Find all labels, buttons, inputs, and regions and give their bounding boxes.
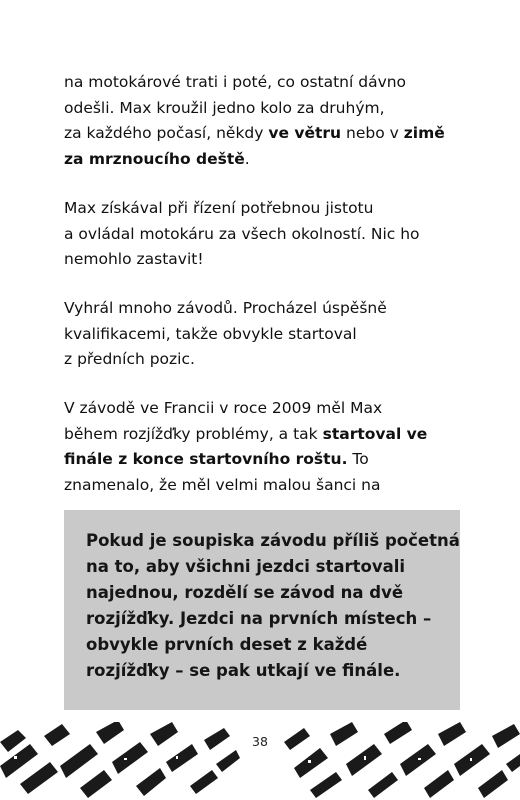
info-box-line: Pokud je soupiska závodu příliš početná [86, 531, 460, 550]
text-run: To [347, 450, 369, 468]
text-run: . [244, 149, 250, 168]
info-box-line: obvykle prvních deset z každé [86, 635, 368, 654]
text-line [64, 96, 445, 122]
text-line [64, 296, 387, 322]
text-run: nemohlo zastavit! [64, 250, 204, 268]
paragraph [64, 396, 427, 498]
text-run: během rozjížďky problémy, a tak [64, 424, 323, 443]
bold-text: startoval ve [322, 424, 428, 443]
text-run: a ovládal motokáru za všech okolností. Nic ho [64, 224, 420, 243]
paragraph [64, 70, 445, 172]
tire-tread-right-icon [280, 722, 520, 800]
info-box-line: rozjížďky. Jezdci na prvních místech – [86, 609, 432, 628]
text-line [64, 347, 387, 373]
text-line [64, 422, 427, 448]
text-line [64, 247, 420, 273]
text-run: nebo v [341, 124, 404, 142]
page-number: 38 [252, 734, 268, 749]
text-line [64, 473, 427, 499]
bold-text: za mrznoucího deště [64, 149, 245, 168]
text-line [64, 447, 427, 473]
text-line [64, 121, 445, 147]
paragraph [64, 296, 387, 373]
paragraph [64, 196, 420, 273]
info-box-line: rozjížďky – se pak utkají ve finále. [86, 661, 401, 680]
tire-tread-left-icon [0, 722, 240, 800]
text-run: kvalifikacemi, takže obvykle startoval [64, 324, 357, 343]
bold-text: finále z konce startovního roštu. [64, 450, 348, 468]
text-run: Vyhrál mnoho závodů. Procházel úspěšně [64, 299, 387, 317]
text-line [64, 196, 420, 222]
text-run: z předních pozic. [64, 350, 195, 368]
info-box [64, 510, 460, 710]
bold-text: zimě [403, 124, 445, 142]
text-run: znamenalo, že měl velmi malou šanci na [64, 475, 381, 494]
text-line [64, 222, 420, 248]
text-line [64, 70, 445, 96]
text-line [64, 322, 387, 348]
text-run: na motokárové trati i poté, co ostatní dávno [64, 73, 407, 91]
text-run: Max získával při řízení potřebnou jistotu [64, 199, 374, 217]
info-box-line: na to, aby všichni jezdci startovali [86, 557, 406, 576]
text-line [64, 396, 427, 422]
text-run: V závodě ve Francii v roce 2009 měl Max [64, 399, 383, 417]
text-run: za každého počasí, někdy [64, 124, 269, 142]
text-run: odešli. Max kroužil jedno kolo za druhým, [64, 98, 385, 117]
bold-text: ve větru [268, 124, 342, 142]
info-box-line: najednou, rozdělí se závod na dvě [86, 583, 404, 602]
text-line [64, 147, 445, 173]
